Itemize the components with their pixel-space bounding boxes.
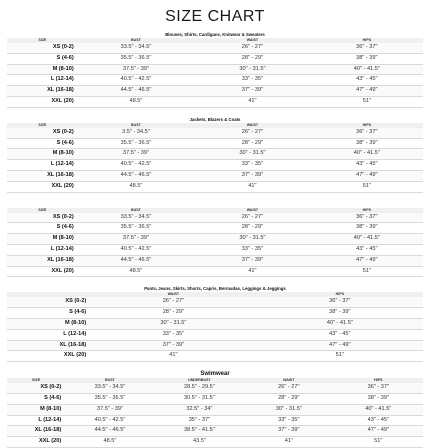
hips-cell: 36" - 37" (311, 43, 423, 53)
bust-cell: 44.5" - 46.5" (78, 255, 194, 266)
table-row (7, 181, 423, 192)
bust-cell: 37.5" - 39" (78, 234, 194, 245)
waist-cell: 28" - 29" (194, 223, 310, 234)
size-cell: XL (16-18) (7, 255, 78, 266)
table-row (7, 297, 423, 307)
table-row (7, 318, 423, 329)
table-row (7, 329, 423, 340)
size-table (7, 123, 423, 193)
bust-cell: 40.5" - 42.5" (78, 160, 194, 171)
bust-cell: 48.5" (78, 266, 194, 277)
size-cell: S (4-6) (7, 138, 78, 149)
waist-cell: 26" - 27" (194, 128, 310, 138)
size-cell: XL (16-18) (7, 86, 78, 97)
underbust-cell: 30.5" - 31.5" (155, 393, 244, 404)
underbust-cell: 35" - 37" (155, 415, 244, 426)
bust-cell: 37.5" - 39" (78, 64, 194, 75)
bust-cell: 48.5" (78, 96, 194, 107)
size-cell: XS (0-2) (7, 297, 90, 307)
col-header-waist: WAIST (194, 208, 310, 213)
page-title: SIZE CHART (165, 8, 265, 25)
size-cell: S (4-6) (7, 308, 90, 319)
waist-cell: 41" (194, 266, 310, 277)
bust-cell: 35.5" - 36.5" (65, 393, 154, 404)
waist-cell: 37" - 39" (194, 170, 310, 181)
waist-cell: 41" (194, 96, 310, 107)
underbust-cell: 38.5" - 41.5" (155, 426, 244, 437)
hips-cell: 38" - 39" (334, 393, 423, 404)
col-header-size: SIZE (7, 378, 65, 383)
size-table (7, 208, 423, 278)
bust-cell: 33.5" - 34.5" (65, 383, 154, 393)
size-cell: L (12-14) (7, 244, 78, 255)
table-row (7, 223, 423, 234)
underbust-cell: 32.5" - 34" (155, 404, 244, 415)
waist-cell: 26" - 27" (90, 297, 256, 307)
section-title: Swimwear (200, 371, 230, 378)
col-header-size: SIZE (7, 208, 78, 213)
size-cell: M (8-10) (7, 149, 78, 160)
waist-cell: 30" - 31.5" (244, 404, 333, 415)
waist-cell: 37" - 39" (244, 426, 333, 437)
bust-cell: 37.5" - 39" (65, 404, 154, 415)
table-row (7, 234, 423, 245)
table-row (7, 64, 423, 75)
bust-cell: 48.5" (78, 181, 194, 192)
section-pants (7, 285, 423, 362)
waist-cell: 30" - 31.5" (194, 64, 310, 75)
waist-cell: 37" - 39" (194, 86, 310, 97)
bust-cell: 40.5" - 42.5" (65, 415, 154, 426)
hips-cell: 36" - 37" (311, 128, 423, 138)
col-header-bust: BUST (78, 208, 194, 213)
waist-cell: 37" - 39" (90, 340, 256, 351)
size-table (7, 378, 423, 448)
size-cell: XL (16-18) (7, 170, 78, 181)
table-row (7, 244, 423, 255)
hips-cell: 51" (311, 181, 423, 192)
table-row (7, 340, 423, 351)
waist-cell: 28" - 29" (90, 308, 256, 319)
size-cell: XL (16-18) (7, 340, 90, 351)
size-cell: XXL (20) (7, 351, 90, 362)
col-header-hips: HIPS (311, 38, 423, 43)
size-cell: M (8-10) (7, 234, 78, 245)
table-row (7, 149, 423, 160)
bust-cell: 44.5" - 46.5" (78, 170, 194, 181)
hips-cell: 36" - 37" (334, 383, 423, 393)
bust-cell: 44.5" - 46.5" (78, 86, 194, 97)
size-cell: S (4-6) (7, 393, 65, 404)
table-row (7, 255, 423, 266)
bust-cell: 40.5" - 42.5" (78, 75, 194, 86)
col-header-hips: HIPS (257, 292, 423, 297)
hips-cell: 51" (334, 437, 423, 448)
size-cell: M (8-10) (7, 318, 90, 329)
col-header-waist: WAIST (90, 292, 256, 297)
size-table (7, 292, 423, 362)
waist-cell: 41" (244, 437, 333, 448)
col-header-hips: HIPS (311, 123, 423, 128)
size-cell: XXL (20) (7, 96, 78, 107)
waist-cell: 28" - 29" (194, 53, 310, 64)
bust-cell: 40.5" - 42.5" (78, 244, 194, 255)
waist-cell: 28" - 29" (194, 138, 310, 149)
hips-cell: 43" - 45" (311, 244, 423, 255)
waist-cell: 30" - 31.5" (90, 318, 256, 329)
table-row (7, 53, 423, 64)
hips-cell: 47" - 49" (311, 86, 423, 97)
hips-cell: 51" (311, 96, 423, 107)
bust-cell: 35.5" - 36.5" (78, 138, 194, 149)
bust-cell: 37.5" - 39" (78, 149, 194, 160)
bust-cell: 44.5" - 46.5" (65, 426, 154, 437)
hips-cell: 51" (311, 266, 423, 277)
bust-cell: 33.5" - 34.5" (78, 213, 194, 223)
hips-cell: 43" - 45" (311, 160, 423, 171)
waist-cell: 41" (194, 181, 310, 192)
col-header-waist: WAIST (194, 123, 310, 128)
table-row (7, 75, 423, 86)
waist-cell: 30" - 31.5" (194, 149, 310, 160)
table-row (7, 383, 423, 393)
table-row (7, 266, 423, 277)
section-title (7, 201, 423, 208)
table-row (7, 128, 423, 138)
section-untitled (7, 201, 423, 278)
hips-cell: 47" - 49" (334, 426, 423, 437)
col-header-underbust: UNDERBUST (155, 378, 244, 383)
size-cell: M (8-10) (7, 64, 78, 75)
size-cell: XS (0-2) (7, 128, 78, 138)
table-row (7, 138, 423, 149)
waist-cell: 26" - 27" (194, 43, 310, 53)
table-row (7, 96, 423, 107)
section-title: Jackets, Blazers & Coats (189, 116, 241, 122)
hips-cell: 38" - 39" (311, 223, 423, 234)
hips-cell: 40" - 41.5" (334, 404, 423, 415)
table-row (7, 426, 423, 437)
size-cell: XS (0-2) (7, 213, 78, 223)
hips-cell: 47" - 49" (257, 340, 423, 351)
hips-cell: 40" - 41.5" (311, 149, 423, 160)
hips-cell: 43" - 45" (311, 75, 423, 86)
size-cell: L (12-14) (7, 329, 90, 340)
hips-cell: 40" - 41.5" (311, 234, 423, 245)
waist-cell: 33" - 35" (244, 415, 333, 426)
hips-cell: 47" - 49" (311, 170, 423, 181)
col-header-waist: WAIST (194, 38, 310, 43)
hips-cell: 38" - 39" (311, 53, 423, 64)
waist-cell: 33" - 35" (194, 244, 310, 255)
table-row (7, 308, 423, 319)
waist-cell: 26" - 27" (244, 383, 333, 393)
underbust-cell: 43.5" (155, 437, 244, 448)
col-header-bust: BUST (65, 378, 154, 383)
hips-cell: 51" (257, 351, 423, 362)
bust-cell: 33.5" - 34.5" (78, 43, 194, 53)
hips-cell: 38" - 39" (311, 138, 423, 149)
size-cell: L (12-14) (7, 160, 78, 171)
table-row (7, 415, 423, 426)
table-row (7, 351, 423, 362)
size-cell: S (4-6) (7, 223, 78, 234)
waist-cell: 41" (90, 351, 256, 362)
hips-cell: 38" - 39" (257, 308, 423, 319)
section-blouses (7, 31, 423, 108)
table-row (7, 213, 423, 223)
col-header-hips: HIPS (334, 378, 423, 383)
table-row (7, 86, 423, 97)
table-row (7, 170, 423, 181)
table-row (7, 393, 423, 404)
waist-cell: 33" - 35" (90, 329, 256, 340)
size-cell: S (4-6) (7, 53, 78, 64)
col-header-size: SIZE (7, 38, 78, 43)
hips-cell: 36" - 37" (311, 213, 423, 223)
bust-cell: 35.5" - 36.5" (78, 53, 194, 64)
section-title: Pants, Jeans, Skirts, Shorts, Capris, Bermudas, Leggings & Jeggings (144, 286, 286, 292)
bust-cell: 48.5" (65, 437, 154, 448)
table-row (7, 404, 423, 415)
hips-cell: 43" - 45" (257, 329, 423, 340)
hips-cell: 47" - 49" (311, 255, 423, 266)
table-row (7, 437, 423, 448)
col-header-hips: HIPS (311, 208, 423, 213)
waist-cell: 26" - 27" (194, 213, 310, 223)
size-cell: XXL (20) (7, 437, 65, 448)
underbust-cell: 28.5" - 29.5" (155, 383, 244, 393)
size-cell: XS (0-2) (7, 43, 78, 53)
bust-cell: 35.5" - 36.5" (78, 223, 194, 234)
table-row (7, 43, 423, 53)
col-header-waist: WAIST (244, 378, 333, 383)
size-cell: XL (16-18) (7, 426, 65, 437)
hips-cell: 36" - 37" (257, 297, 423, 307)
size-table (7, 38, 423, 108)
waist-cell: 33" - 35" (194, 160, 310, 171)
col-header-size: SIZE (7, 123, 78, 128)
waist-cell: 30" - 31.5" (194, 234, 310, 245)
size-cell: XXL (20) (7, 181, 78, 192)
col-header-bust: BUST (78, 38, 194, 43)
waist-cell: 33" - 35" (194, 75, 310, 86)
bust-cell: 3.5" - 34.5" (78, 128, 194, 138)
hips-cell: 43" - 45" (334, 415, 423, 426)
section-jackets (7, 116, 423, 193)
size-cell: M (8-10) (7, 404, 65, 415)
size-cell: XXL (20) (7, 266, 78, 277)
waist-cell: 37" - 39" (194, 255, 310, 266)
hips-cell: 40" - 41.5" (311, 64, 423, 75)
size-cell: XS (0-2) (7, 383, 65, 393)
size-cell: L (12-14) (7, 415, 65, 426)
section-title: Blouses, Shirts, Cardigans, Knitwear & Sweaters (165, 32, 265, 37)
section-swimwear (7, 370, 423, 448)
col-header-bust: BUST (78, 123, 194, 128)
waist-cell: 28" - 29" (244, 393, 333, 404)
size-cell: L (12-14) (7, 75, 78, 86)
hips-cell: 40" - 41.5" (257, 318, 423, 329)
table-row (7, 160, 423, 171)
